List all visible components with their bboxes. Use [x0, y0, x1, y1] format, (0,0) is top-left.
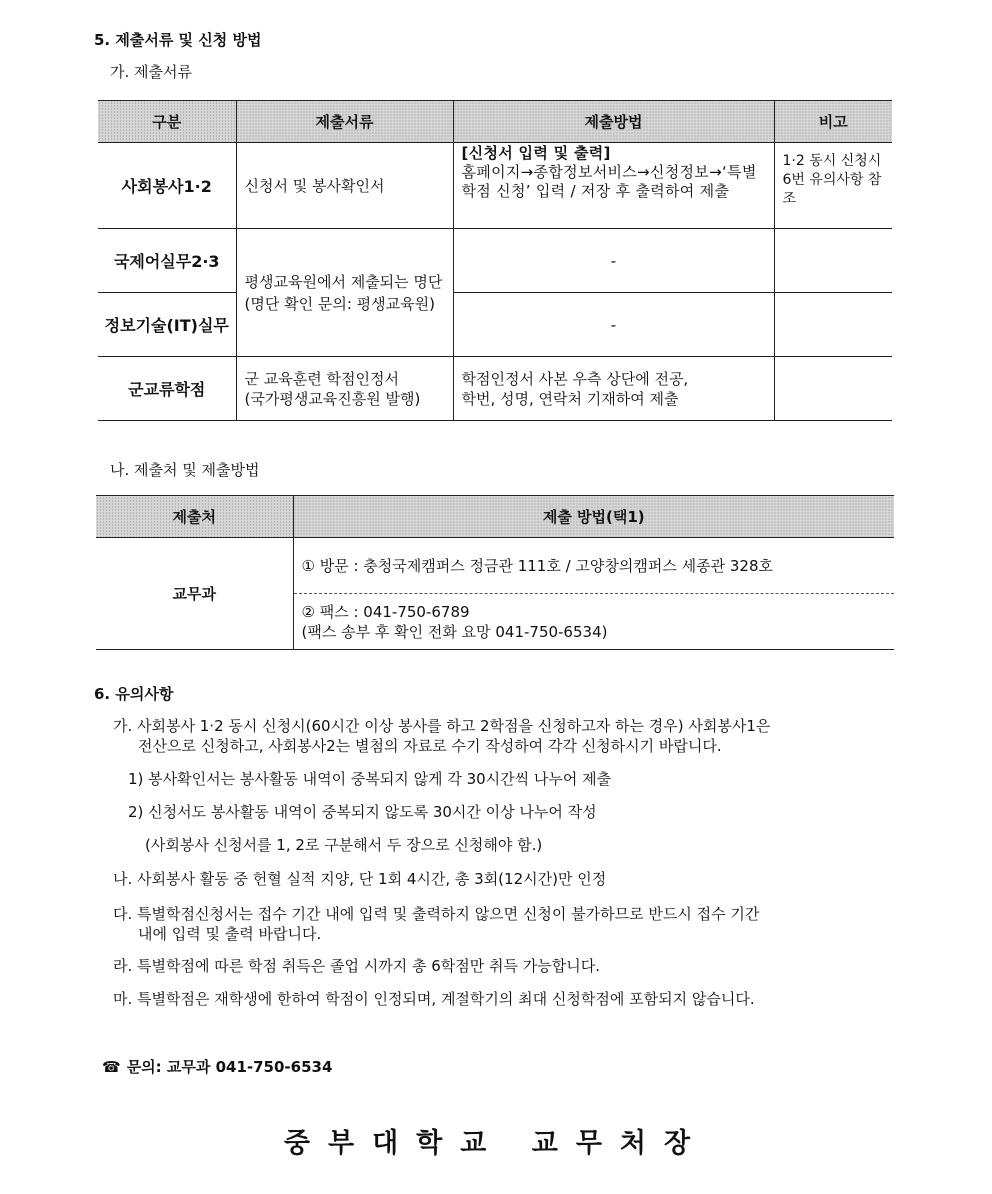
- documents-line2: (국가평생교육진흥원 발행): [244, 389, 421, 408]
- documents-line2: (명단 확인 문의: 평생교육원): [244, 294, 435, 313]
- row-category: 국제어실무2·3: [98, 229, 236, 293]
- method-line2: 학번, 성명, 연락처 기재하여 제출: [461, 389, 679, 408]
- row-note: [774, 229, 892, 293]
- section-5-title: 5. 제출서류 및 신청 방법: [94, 31, 262, 49]
- row-method: [453, 357, 774, 421]
- note-ma: 마. 특별학점은 재학생에 한하여 학점이 인정되며, 계절학기의 최대 신청학점에 포함되지 않습니다.: [113, 990, 755, 1008]
- office-name: 교무과: [96, 538, 293, 650]
- documents-line1: 군 교육훈련 학점인정서: [244, 369, 399, 388]
- note-item1: 1) 봉사확인서는 봉사활동 내역이 중복되지 않게 각 30시간씩 나누어 제출: [128, 770, 612, 788]
- submission-table: [96, 495, 894, 650]
- option-visit: ① 방문 : 충청국제캠퍼스 정금관 111호 / 고양창의캠퍼스 세종관 328호: [293, 538, 894, 594]
- note-item2-detail: (사회봉사 신청서를 1, 2로 구분해서 두 장으로 신청해야 함.): [145, 836, 543, 854]
- row-note: [774, 357, 892, 421]
- section-5-sub-a: 가. 제출서류: [110, 63, 192, 81]
- row-category: 사회봉사1·2: [98, 143, 236, 229]
- row-category: 정보기술(IT)실무: [98, 293, 236, 357]
- header-documents: 제출서류: [236, 101, 453, 143]
- section-6-title: 6. 유의사항: [94, 685, 174, 703]
- header-category: 구분: [98, 101, 236, 143]
- method-line1: 학점인정서 사본 우측 상단에 전공,: [461, 369, 689, 388]
- row-category: 군교류학점: [98, 357, 236, 421]
- row-method: -: [453, 229, 774, 293]
- table-row: [98, 229, 892, 293]
- row-method: -: [453, 293, 774, 357]
- note-da-line2: 내에 입력 및 출력 바랍니다.: [138, 925, 322, 943]
- fax-line1: ② 팩스 : 041-750-6789: [301, 602, 470, 621]
- header-submission-method: 제출 방법(택1): [293, 496, 894, 538]
- note-ga-line1: 가. 사회봉사 1·2 동시 신청시(60시간 이상 봉사를 하고 2학점을 신청하고자 하는 경우) 사회봉사1은: [113, 717, 771, 735]
- note-ra: 라. 특별학점에 따른 학점 취득은 졸업 시까지 총 6학점만 취득 가능합니다.: [113, 957, 600, 975]
- header-office: 제출처: [96, 496, 293, 538]
- section-5-sub-b: 나. 제출처 및 제출방법: [110, 461, 260, 479]
- option-fax: [293, 594, 894, 650]
- table-row: [98, 293, 892, 357]
- header-method: 제출방법: [453, 101, 774, 143]
- note-na: 나. 사회봉사 활동 중 헌혈 실적 지양, 단 1회 4시간, 총 3회(12시간)만 인정: [113, 870, 607, 888]
- documents-table: [98, 100, 892, 421]
- note-item2: 2) 신청서도 봉사활동 내역이 중복되지 않도록 30시간 이상 나누어 작성: [128, 803, 597, 821]
- method-body: 홈페이지→종합정보서비스→신청정보→‘특별학점 신청’ 입력 / 저장 후 출력하여 제출: [461, 163, 757, 200]
- row-note: 1·2 동시 신청시 6번 유의사항 참조: [774, 143, 892, 229]
- signature: 중부대학교 교무처장: [283, 1128, 709, 1159]
- header-note: 비고: [774, 101, 892, 143]
- phone-icon: ☎: [102, 1057, 121, 1076]
- note-da-line1: 다. 특별학점신청서는 접수 기간 내에 입력 및 출력하지 않으면 신청이 불가하므로 반드시 접수 기간: [113, 905, 760, 923]
- row-documents: [236, 229, 453, 357]
- row-method: [453, 143, 774, 229]
- contact-label: 문의: 교무과 041-750-6534: [126, 1058, 333, 1076]
- documents-line1: 평생교육원에서 제출되는 명단: [244, 272, 443, 291]
- note-ga-line2: 전산으로 신청하고, 사회봉사2는 별첨의 자료로 수기 작성하여 각각 신청하시기 바랍니다.: [138, 737, 722, 755]
- row-note: [774, 293, 892, 357]
- table-row: [98, 143, 892, 229]
- fax-line2: (팩스 송부 후 확인 전화 요망 041-750-6534): [301, 622, 608, 641]
- row-documents: 신청서 및 봉사확인서: [236, 143, 453, 229]
- method-title: [신청서 입력 및 출력]: [461, 144, 611, 162]
- contact-line: [102, 1056, 332, 1077]
- table-row: [98, 357, 892, 421]
- row-documents: [236, 357, 453, 421]
